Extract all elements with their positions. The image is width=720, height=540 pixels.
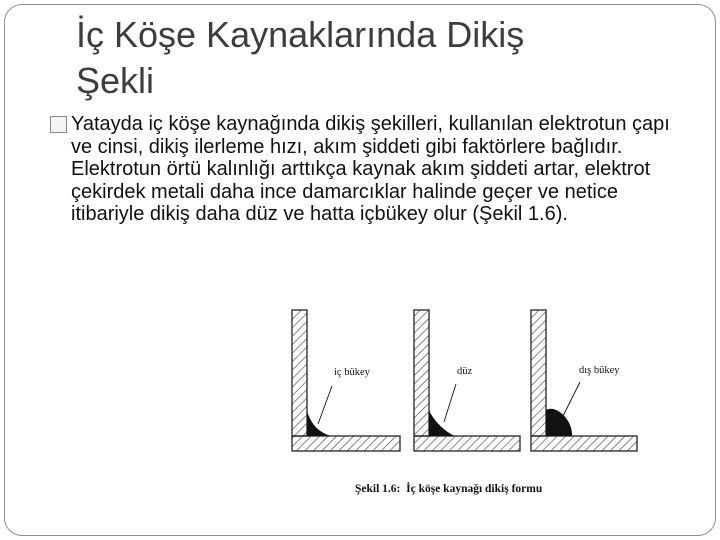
vertical-plate <box>292 310 307 436</box>
figure-caption: Şekil 1.6: İç köşe kaynağı dikiş formu <box>355 483 543 495</box>
title-line-1: İç Köşe Kaynaklarında Dikiş <box>76 14 525 55</box>
weld-bead <box>307 411 331 436</box>
vertical-plate <box>414 310 429 436</box>
weld-bead <box>546 409 572 436</box>
leader-line <box>318 386 332 424</box>
weld-bead <box>429 410 455 436</box>
leader-line <box>444 384 456 422</box>
weld-label-flat: düz <box>457 366 473 377</box>
horizontal-plate <box>414 436 520 451</box>
bullet-text: Yatayda iç köşe kaynağında dikiş şekilleri, kullanılan elektrotun çapı ve cinsi, dikiş ilerleme hızı, akım şiddeti gibi faktörlere bağlıdır. Elektrotun örtü kalınlığı arttıkça kaynak akım şiddeti artar, elektrot çekirdek metali daha ince damarcıklar halinde geçer ve netice itibariyle dikiş daha düz ve hatta içbükey olur (Şekil 1.6). <box>71 113 670 226</box>
weld-joint-concave <box>292 310 400 451</box>
weld-label-convex: dış bükey <box>579 365 620 376</box>
weld-joint-flat <box>414 310 520 451</box>
title-line-2: Şekli <box>76 60 155 101</box>
leader-line <box>562 382 580 418</box>
vertical-plate <box>531 310 546 436</box>
weld-joint-convex <box>531 310 637 451</box>
weld-label-concave: iç bükey <box>334 367 370 378</box>
horizontal-plate <box>292 436 400 451</box>
horizontal-plate <box>531 436 637 451</box>
